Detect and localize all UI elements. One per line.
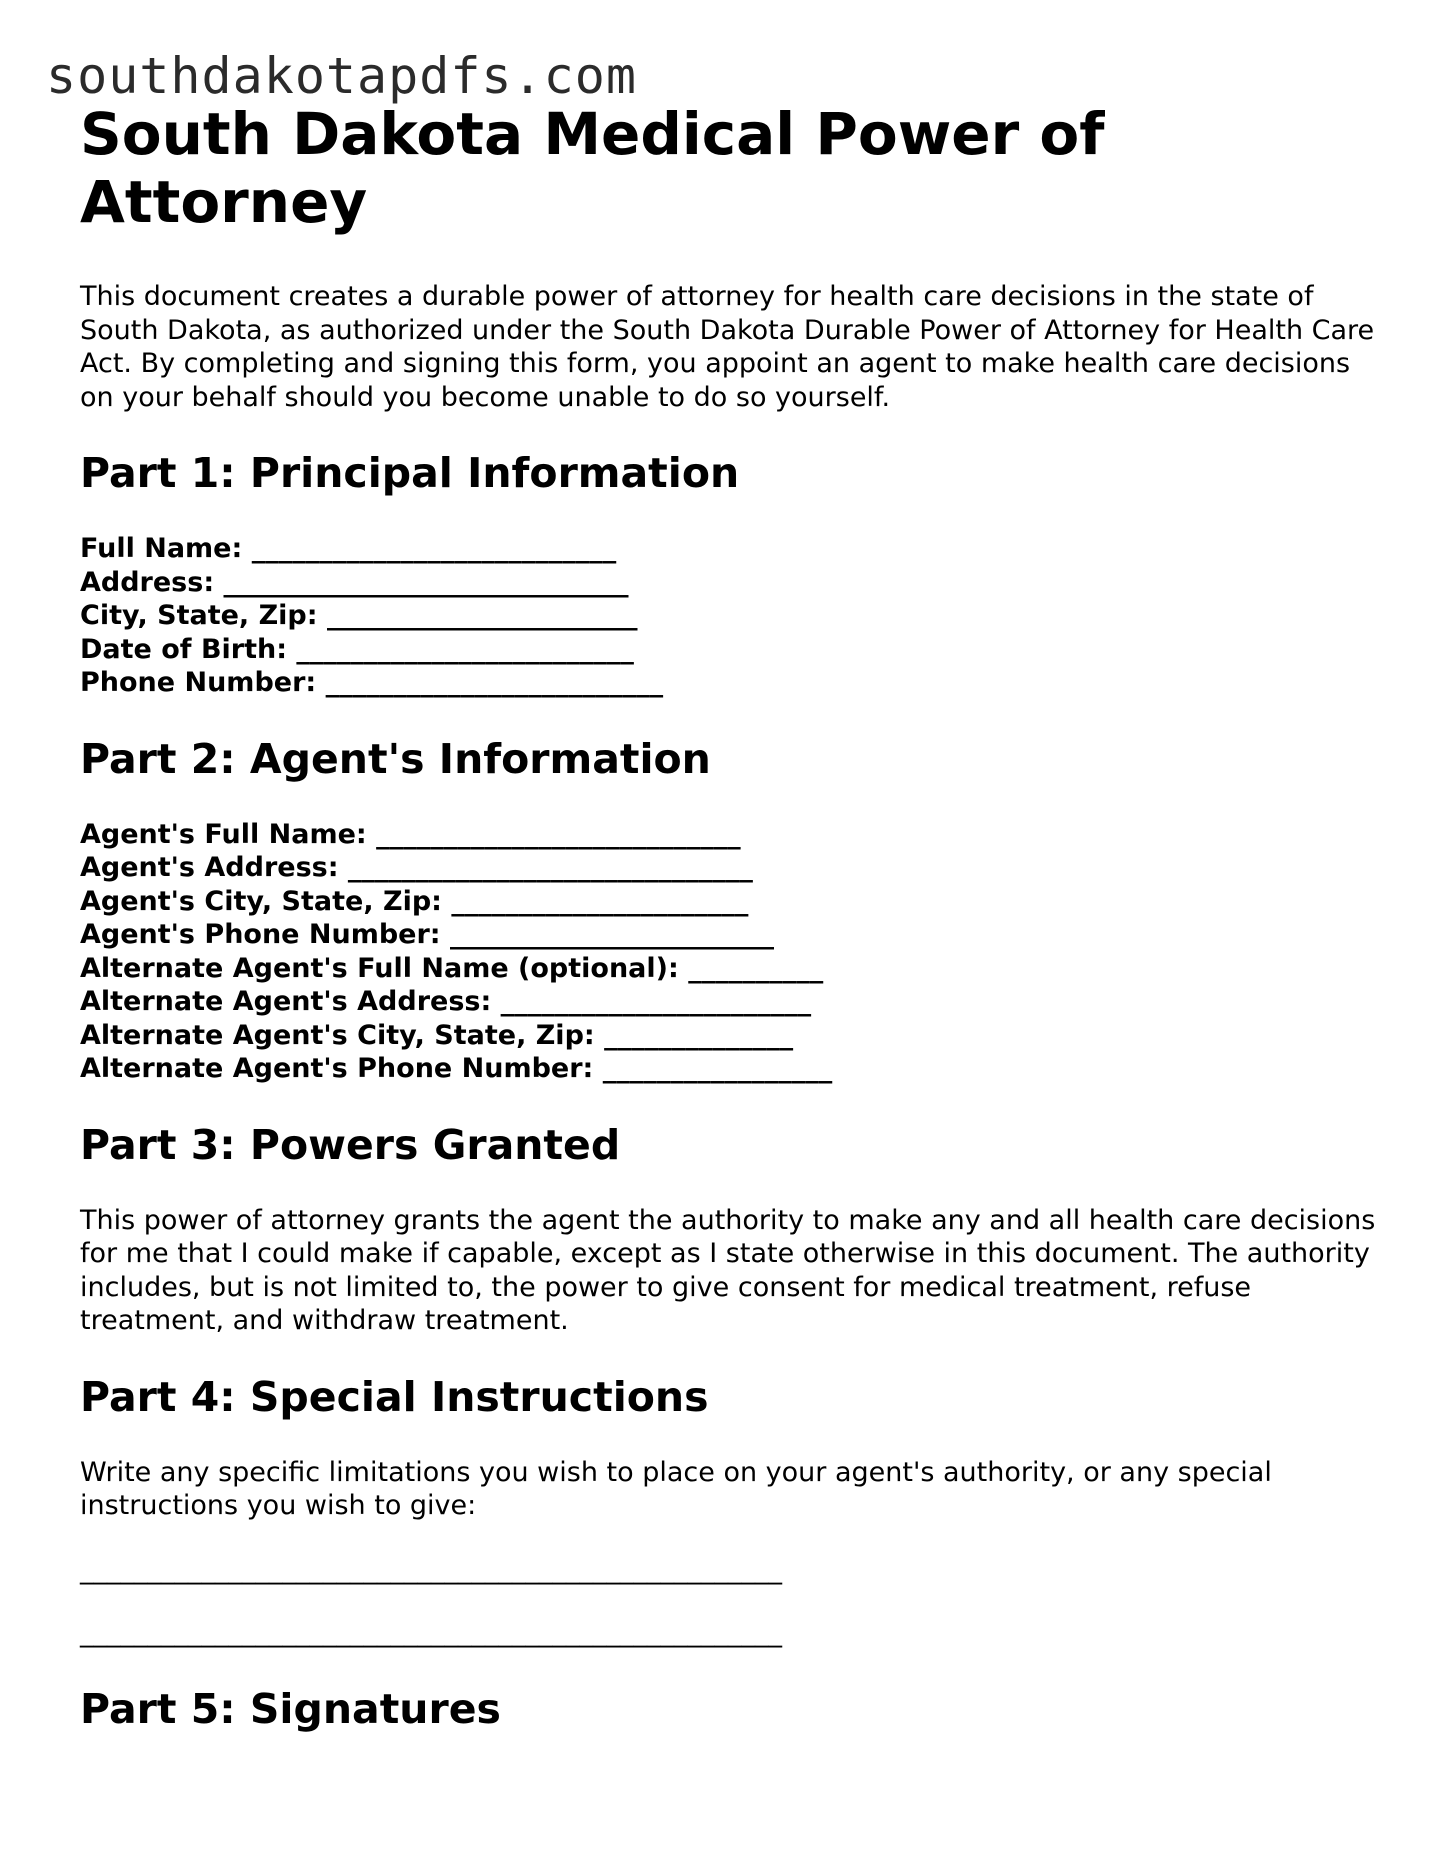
principal-phone-number-field[interactable]: Phone Number: _________________________ [80,667,664,698]
principal-full-name-field[interactable]: Full Name: ___________________________ [80,533,617,564]
principal-address-field[interactable]: Address: ______________________________ [80,566,629,598]
part4-heading: Part 4: Special Instructions [80,1372,709,1421]
agent-city-state-zip-field[interactable]: Agent's City, State, Zip: ______________________ [80,885,749,917]
alternate-agent-full-name-field[interactable]: Alternate Agent's Full Name (optional): __________ [80,952,824,984]
document-title: South Dakota Medical Power of Attorney [80,100,1105,236]
part3-heading: Part 3: Powers Granted [80,1120,621,1169]
part2-fields [80,818,1380,1086]
special-instructions-paragraph: Write any specific limitations you wish to place on your agent's authority, or any special instructions you wish to give: [80,1456,1272,1521]
part1-fields [80,532,1380,700]
alternate-agent-phone-number-field[interactable]: Alternate Agent's Phone Number: _________________ [80,1053,833,1084]
part2-heading: Part 2: Agent's Information [80,734,711,783]
agent-phone-number-field[interactable]: Agent's Phone Number: ________________________ [80,919,774,950]
special-instructions-line-1[interactable]: ____________________________________________________ [80,1553,782,1585]
alternate-agent-address-field[interactable]: Alternate Agent's Address: _______________________ [80,986,812,1017]
agent-full-name-field[interactable]: Agent's Full Name: ___________________________ [80,818,741,850]
intro-paragraph: This document creates a durable power of attorney for health care decisions in the state of South Dakota, as authorized under the South Dakota Durable Power of Attorney for Health Care Act. By completing and signing this form, you appoint an agent to make health care decisions on your behalf should you become unable to do so yourself. [80,281,1375,413]
document-page [80,100,1380,1734]
powers-granted-paragraph: This power of attorney grants the agent the authority to make any and all health care decisions for me that I could make if capable, except as I state otherwise in this document. The authority includes, but is not limited to, the power to give consent for medical treatment, refuse treatment, and withdraw treatment. [80,1204,1376,1336]
principal-date-of-birth-field[interactable]: Date of Birth: _________________________ [80,633,634,665]
site-watermark: southdakotapdfs.com [46,47,637,105]
part5-heading: Part 5: Signatures [80,1684,501,1733]
special-instructions-line-2[interactable]: ____________________________________________________ [80,1617,782,1648]
alternate-agent-city-state-zip-field[interactable]: Alternate Agent's City, State, Zip: ______________ [80,1019,794,1051]
principal-city-state-zip-field[interactable]: City, State, Zip: _______________________ [80,600,638,631]
agent-address-field[interactable]: Agent's Address: ______________________________ [80,852,753,883]
part1-heading: Part 1: Principal Information [80,449,740,497]
